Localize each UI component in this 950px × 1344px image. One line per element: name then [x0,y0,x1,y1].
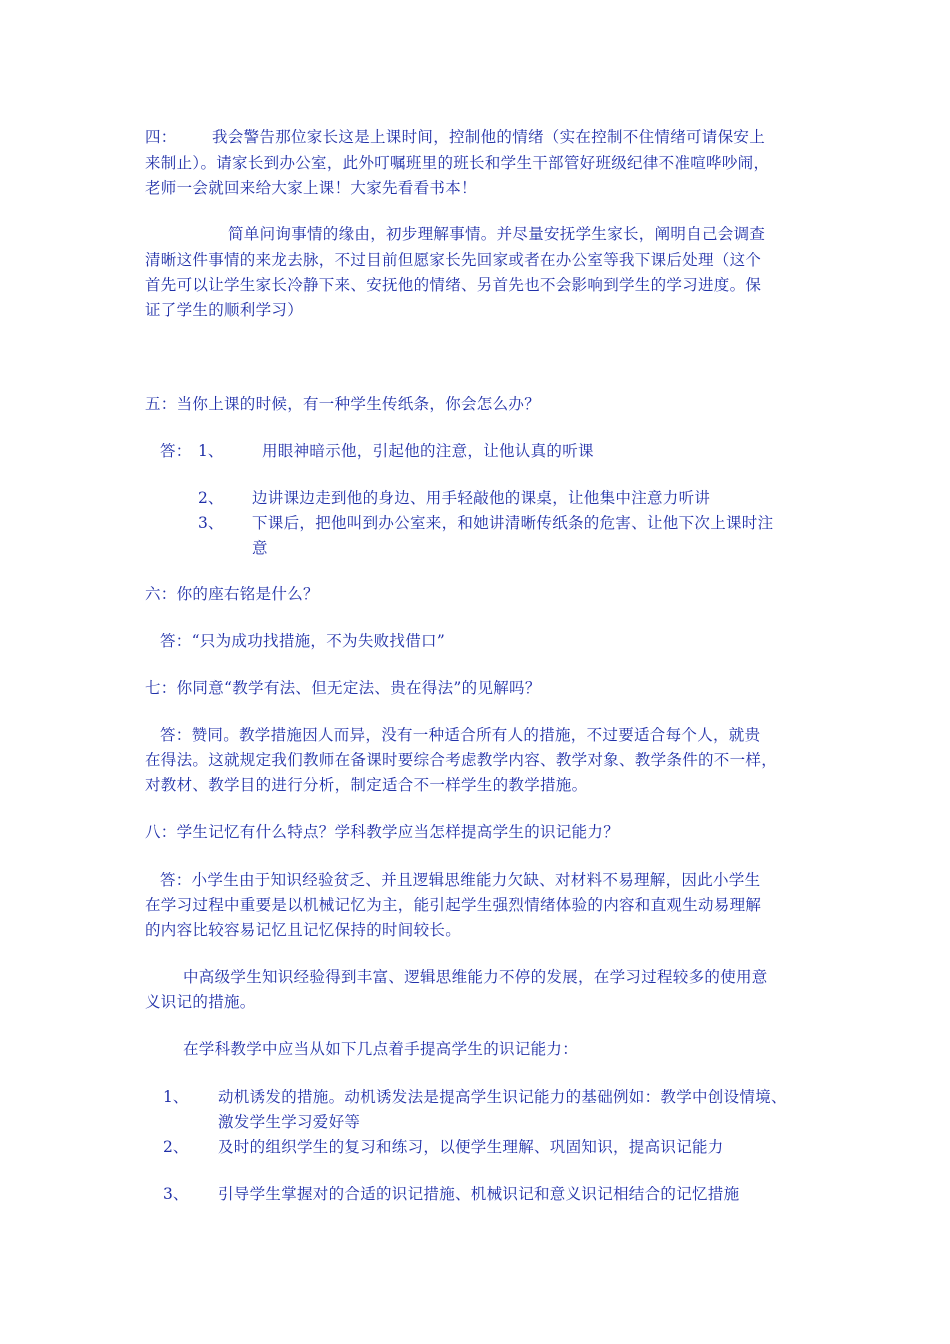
q4-p1-line-1: 我会警告那位家长这是上课时间，控制他的情绪（实在控制不住情绪可请保安上 [212,128,766,146]
q5-item-3-text-1: 下课后，把他叫到办公室来，和她讲清晰传纸条的危害、让他下次上课时注 [252,514,774,532]
q4-p2-line-1: 简单问询事情的缘由，初步理解事情。并尽量安抚学生家长，阐明自己会调查 [228,225,766,243]
q5-item-3-text-2: 意 [252,539,268,557]
q8-question: 八：学生记忆有什么特点？学科教学应当怎样提高学生的识记能力？ [145,823,620,841]
q4-p1-line-2: 来制止）。请家长到办公室，此外叮嘱班里的班长和学生干部管好班级纪律不准喧哗吵闹， [145,154,770,172]
q7-answer-line-1: 答：赞同。教学措施因人而异，没有一种适合所有人的措施，不过要适合每个人，就贵 [160,726,761,744]
q5-question: 五：当你上课的时候，有一种学生传纸条，你会怎么办？ [145,395,541,413]
q7-question: 七：你同意“教学有法、但无定法、贵在得法”的见解吗？ [145,679,541,697]
q4-p2-line-3: 首先可以让学生家长冷静下来、安抚他的情绪、另首先也不会影响到学生的学习进度。保 [145,276,762,294]
q4-p2-line-2: 清晰这件事情的来龙去脉，不过目前但愿家长先回家或者在办公室等我下课后处理（这个 [145,251,762,269]
q8-answer-p1-line-2: 在学习过程中重要是以机械记忆为主，能引起学生强烈情绪体验的内容和直观生动易理解 [145,896,762,914]
q8-answer-p1-line-1: 答：小学生由于知识经验贫乏、并且逻辑思维能力欠缺、对材料不易理解，因此小学生 [160,871,761,889]
q8-item-1-num: 1、 [163,1088,189,1106]
q6-question: 六：你的座右铭是什么？ [145,585,319,603]
q4-p1-line-3: 老师一会就回来给大家上课！大家先看看书本！ [145,179,477,197]
q8-answer-p1-line-3: 的内容比较容易记忆且记忆保持的时间较长。 [145,921,462,939]
q8-item-2-num: 2、 [163,1138,189,1156]
q7-answer-line-3: 对教材、教学目的进行分析，制定适合不一样学生的教学措施。 [145,776,588,794]
q8-item-3-text: 引导学生掌握对的合适的识记措施、机械识记和意义识记相结合的记忆措施 [218,1185,740,1203]
q8-answer-p3: 在学科教学中应当从如下几点着手提高学生的识记能力： [183,1040,579,1058]
q5-answer-label: 答： [160,442,192,460]
q8-item-2-text: 及时的组织学生的复习和练习，以便学生理解、巩固知识，提高识记能力 [218,1138,724,1156]
q8-answer-p2-line-2: 义识记的措施。 [145,993,256,1011]
q8-answer-p2-line-1: 中高级学生知识经验得到丰富、逻辑思维能力不停的发展，在学习过程较多的使用意 [183,968,768,986]
q5-item-1-num: 1、 [198,442,224,460]
q5-item-2-num: 2、 [198,489,224,507]
q5-item-3-num: 3、 [198,514,224,532]
q8-item-3-num: 3、 [163,1185,189,1203]
q6-answer: 答：“只为成功找措施，不为失败找借口” [160,632,446,650]
q4-label: 四： [145,128,177,146]
q8-item-1-text-1: 动机诱发的措施。动机诱发法是提高学生识记能力的基础例如：教学中创设情境、 [218,1088,787,1106]
q5-item-2-text: 边讲课边走到他的身边、用手轻敲他的课桌，让他集中注意力听讲 [252,489,711,507]
q5-item-1-text: 用眼神暗示他，引起他的注意，让他认真的听课 [262,442,594,460]
q8-item-1-text-2: 激发学生学习爱好等 [218,1113,361,1131]
q4-p2-line-4: 证了学生的顺利学习） [145,301,304,319]
q7-answer-line-2: 在得法。这就规定我们教师在备课时要综合考虑教学内容、教学对象、教学条件的不一样， [145,751,778,769]
